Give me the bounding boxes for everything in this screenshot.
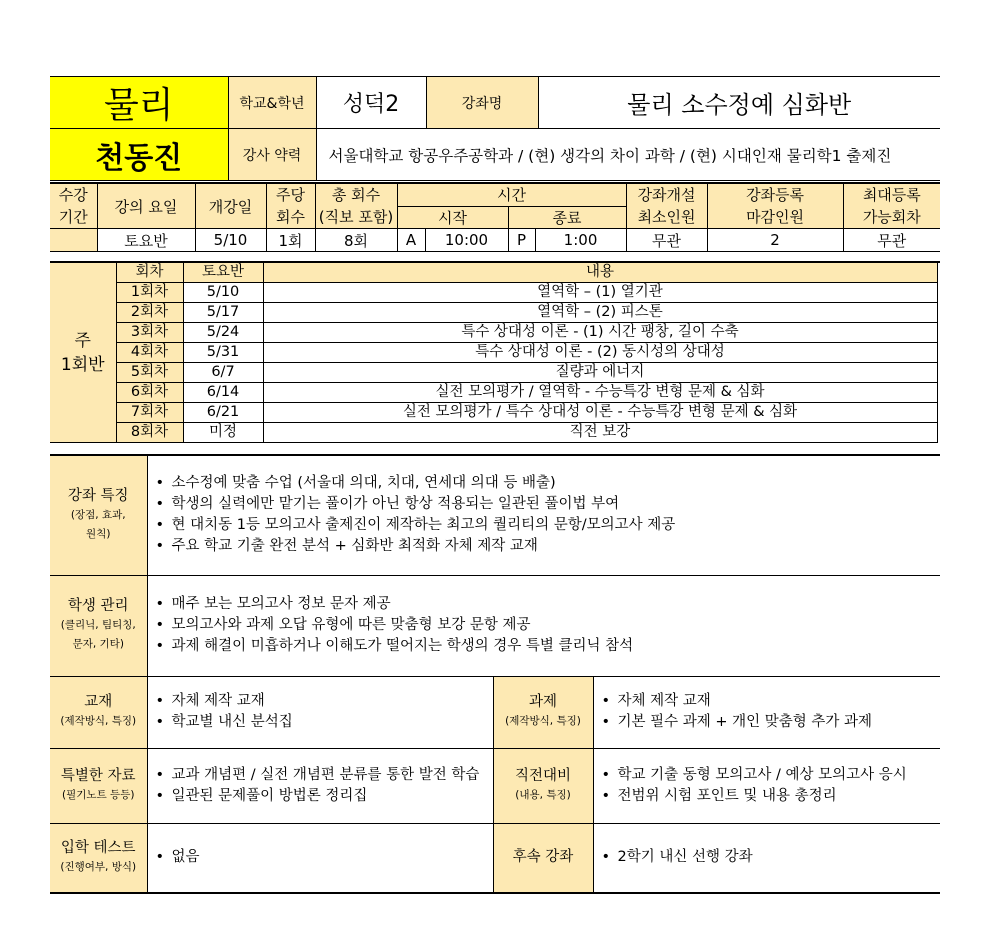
spacer bbox=[937, 403, 940, 423]
homework-label-main: 과제 bbox=[528, 694, 557, 710]
management-label-main: 학생 관리 bbox=[67, 598, 129, 614]
reg-value: 2 bbox=[707, 229, 843, 252]
weekly-row bbox=[50, 383, 940, 403]
weekly-side-2: 1회반 bbox=[60, 354, 105, 375]
special-label-main: 특별한 자료 bbox=[60, 767, 136, 784]
bullet-list bbox=[602, 765, 941, 807]
day-col-header: 토요반 bbox=[183, 262, 263, 283]
reg-header-1: 강좌등록 bbox=[746, 186, 805, 204]
weekly-value: 1회 bbox=[266, 229, 315, 252]
spacer bbox=[937, 323, 940, 343]
homework-list bbox=[593, 676, 940, 748]
special-list bbox=[147, 748, 493, 823]
bullet-item: • 모의고사와 과제 오답 유형에 따른 맞춤형 보강 문항 제공 bbox=[156, 615, 941, 636]
entrance-label-sub: (진행여부, 방식) bbox=[60, 860, 137, 873]
bullet-list bbox=[156, 691, 493, 733]
bullet-item: • 현 대치동 1등 모의고사 출제진이 제작하는 최고의 퀄리티의 문항/모의고사 제공 bbox=[156, 515, 941, 536]
management-label-sub-1: (클리닉, 팀티칭, bbox=[60, 619, 136, 631]
weekly-round: 7회차 bbox=[116, 403, 183, 423]
weekly-row bbox=[50, 423, 940, 443]
weekly-content: 질량과 에너지 bbox=[263, 363, 937, 383]
total-value: 8회 bbox=[315, 229, 397, 252]
school-label: 학교&학년 bbox=[228, 77, 316, 129]
weekly-content: 특수 상대성 이론 - (2) 동시성의 상대성 bbox=[263, 343, 937, 363]
weekly-row bbox=[50, 283, 940, 303]
features-list bbox=[147, 455, 940, 575]
max-header-2: 가능회차 bbox=[862, 208, 921, 226]
weekly-content: 실전 모의평가 / 특수 상대성 이론 - 수능특강 변형 문제 & 심화 bbox=[263, 403, 937, 423]
min-value: 무관 bbox=[626, 229, 707, 252]
weekly-content: 직전 보강 bbox=[263, 423, 937, 443]
spacer bbox=[937, 383, 940, 403]
bullet-list bbox=[602, 847, 941, 868]
weekly-content: 특수 상대성 이론 - (1) 시간 팽창, 길이 수축 bbox=[263, 323, 937, 343]
max-header bbox=[843, 183, 940, 229]
weekly-row bbox=[50, 303, 940, 323]
management-label bbox=[50, 575, 147, 676]
weekly-date: 6/21 bbox=[183, 403, 263, 423]
textbook-label-main: 교재 bbox=[84, 694, 113, 710]
period-label-2: 기간 bbox=[58, 208, 88, 226]
weekly-round: 8회차 bbox=[116, 423, 183, 443]
weekly-row bbox=[50, 403, 940, 423]
schedule-table bbox=[50, 182, 940, 252]
bullet-item: • 2학기 내신 선행 강좌 bbox=[602, 847, 941, 868]
info-table bbox=[50, 454, 940, 894]
spacer bbox=[937, 343, 940, 363]
total-header-1: 총 회수 bbox=[331, 186, 381, 204]
entrance-list bbox=[147, 823, 493, 893]
bullet-list bbox=[156, 847, 493, 868]
bullet-item: • 전범위 시험 포인트 및 내용 총정리 bbox=[602, 786, 941, 807]
weekly-date: 6/7 bbox=[183, 363, 263, 383]
day-header: 강의 요일 bbox=[97, 183, 195, 229]
bullet-item: • 과제 해결이 미흡하거나 이해도가 떨어지는 학생의 경우 특별 클리닉 참석 bbox=[156, 636, 941, 657]
period-label-1: 수강 bbox=[58, 186, 88, 204]
end-ampm: P bbox=[508, 229, 535, 252]
spacer bbox=[937, 283, 940, 303]
spacer bbox=[937, 423, 940, 443]
total-header bbox=[315, 183, 397, 229]
bullet-item: • 일관된 문제풀이 방법론 정리집 bbox=[156, 786, 493, 807]
entrance-label-main: 입학 테스트 bbox=[60, 839, 136, 856]
weekly-date: 5/24 bbox=[183, 323, 263, 343]
features-label-main: 강좌 특징 bbox=[67, 487, 129, 504]
bullet-list bbox=[156, 765, 493, 807]
bullet-item: • 학생의 실력에만 맡기는 풀이가 아닌 항상 적용되는 일관된 풀이법 부여 bbox=[156, 494, 941, 515]
course-label: 강좌명 bbox=[426, 77, 538, 129]
bullet-item: • 자체 제작 교재 bbox=[602, 691, 941, 712]
homework-label bbox=[493, 676, 593, 748]
textbook-label-sub: (제작방식, 특징) bbox=[60, 715, 137, 727]
bullet-list bbox=[156, 594, 941, 657]
time-header: 시간 bbox=[397, 183, 626, 206]
start-date-header: 개강일 bbox=[195, 183, 266, 229]
weekly-date: 5/10 bbox=[183, 283, 263, 303]
spacer bbox=[937, 262, 940, 283]
special-label bbox=[50, 748, 147, 823]
bullet-item: • 교과 개념편 / 실전 개념편 분류를 통한 발전 학습 bbox=[156, 765, 493, 786]
bullet-item: • 없음 bbox=[156, 847, 493, 868]
spacer bbox=[937, 363, 940, 383]
weekly-header-1: 주당 bbox=[276, 186, 305, 204]
spacer bbox=[937, 303, 940, 323]
min-header-2: 최소인원 bbox=[637, 208, 696, 226]
final-label-sub: (내용, 특징) bbox=[515, 788, 571, 801]
textbook-label bbox=[50, 676, 147, 748]
weekly-round: 4회차 bbox=[116, 343, 183, 363]
weekly-row bbox=[50, 323, 940, 343]
bullet-list bbox=[156, 473, 941, 557]
min-header bbox=[626, 183, 707, 229]
final-label bbox=[493, 748, 593, 823]
career-label: 강사 약력 bbox=[228, 129, 316, 181]
followup-label-main: 후속 강좌 bbox=[512, 849, 574, 866]
final-label-main: 직전대비 bbox=[514, 767, 572, 784]
time-start-header: 시작 bbox=[397, 206, 508, 229]
max-value: 무관 bbox=[843, 229, 940, 252]
start-date-value: 5/10 bbox=[195, 229, 266, 252]
bullet-item: • 기본 필수 과제 + 개인 맞춤형 추가 과제 bbox=[602, 712, 941, 733]
special-label-sub: (필기노트 등등) bbox=[62, 788, 135, 801]
round-header: 회차 bbox=[116, 262, 183, 283]
weekly-round: 5회차 bbox=[116, 363, 183, 383]
school-value: 성덕2 bbox=[316, 77, 426, 129]
bullet-item: • 소수정예 맞춤 수업 (서울대 의대, 치대, 연세대 의대 등 배출) bbox=[156, 473, 941, 494]
weekly-date: 5/31 bbox=[183, 343, 263, 363]
bullet-item: • 자체 제작 교재 bbox=[156, 691, 493, 712]
total-header-2: (직보 포함) bbox=[318, 208, 394, 226]
homework-label-sub: (제작방식, 특징) bbox=[505, 715, 581, 727]
weekly-round: 1회차 bbox=[116, 283, 183, 303]
weekly-row bbox=[50, 363, 940, 383]
course-value: 물리 소수정예 심화반 bbox=[538, 77, 940, 129]
management-list bbox=[147, 575, 940, 676]
followup-label bbox=[493, 823, 593, 893]
textbook-list bbox=[147, 676, 493, 748]
weekly-date: 미정 bbox=[183, 423, 263, 443]
weekly-side-1: 주 bbox=[74, 330, 91, 351]
weekly-date: 6/14 bbox=[183, 383, 263, 403]
weekly-date: 5/17 bbox=[183, 303, 263, 323]
start-ampm: A bbox=[397, 229, 425, 252]
weekly-round: 3회차 bbox=[116, 323, 183, 343]
time-end-header: 종료 bbox=[508, 206, 626, 229]
period-label bbox=[50, 183, 97, 229]
career-value: 서울대학교 항공우주공학과 / (현) 생각의 차이 과학 / (현) 시대인재 물리학1 출제진 bbox=[316, 129, 940, 181]
bullet-item: • 매주 보는 모의고사 정보 문자 제공 bbox=[156, 594, 941, 615]
weekly-content: 열역학 – (2) 피스톤 bbox=[263, 303, 937, 323]
period-label-fill bbox=[50, 229, 97, 252]
entrance-label bbox=[50, 823, 147, 893]
bullet-item: • 학교 기출 동형 모의고사 / 예상 모의고사 응시 bbox=[602, 765, 941, 786]
management-label-sub-2: 문자, 기타) bbox=[72, 638, 124, 650]
features-label-sub-1: (장점, 효과, bbox=[70, 508, 126, 521]
weekly-round: 6회차 bbox=[116, 383, 183, 403]
reg-header bbox=[707, 183, 843, 229]
final-list bbox=[593, 748, 940, 823]
weekly-header bbox=[266, 183, 315, 229]
content-header: 내용 bbox=[263, 262, 937, 283]
bullet-item: • 주요 학교 기출 완전 분석 + 심화반 최적화 자체 제작 교재 bbox=[156, 536, 941, 557]
features-label-sub-2: 원칙) bbox=[86, 527, 111, 540]
weekly-content: 실전 모의평가 / 열역학 - 수능특강 변형 문제 & 심화 bbox=[263, 383, 937, 403]
reg-header-2: 마감인원 bbox=[746, 208, 805, 226]
header-table bbox=[50, 76, 940, 181]
weekly-row bbox=[50, 343, 940, 363]
min-header-1: 강좌개설 bbox=[637, 186, 696, 204]
weekly-round: 2회차 bbox=[116, 303, 183, 323]
bullet-list bbox=[602, 691, 941, 733]
followup-list bbox=[593, 823, 940, 893]
teacher-name: 천동진 bbox=[50, 129, 228, 181]
weekly-content: 열역학 – (1) 열기관 bbox=[263, 283, 937, 303]
weekly-plan-table bbox=[50, 261, 940, 443]
subject-title: 물리 bbox=[50, 77, 228, 129]
day-value: 토요반 bbox=[97, 229, 195, 252]
max-header-1: 최대등록 bbox=[862, 186, 921, 204]
start-time: 10:00 bbox=[425, 229, 508, 252]
weekly-side-label bbox=[50, 262, 116, 443]
end-time: 1:00 bbox=[535, 229, 626, 252]
features-label bbox=[50, 455, 147, 575]
bullet-item: • 학교별 내신 분석집 bbox=[156, 712, 493, 733]
weekly-header-2: 회수 bbox=[276, 208, 305, 226]
